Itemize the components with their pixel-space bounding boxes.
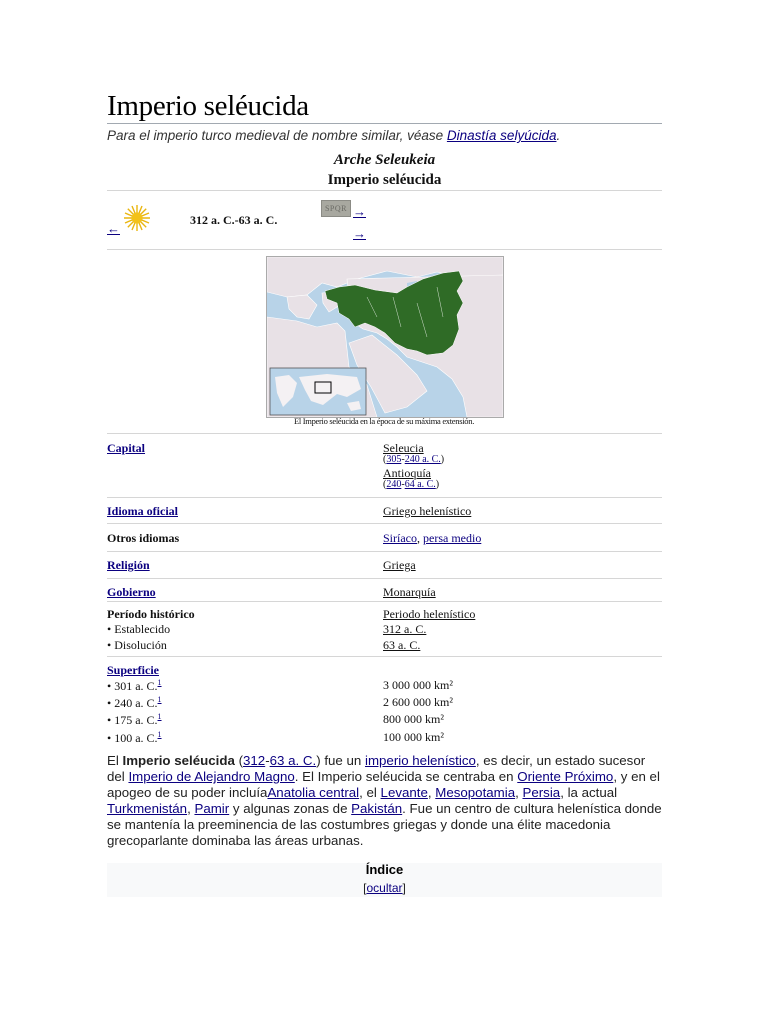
- successor-arrow-link-1[interactable]: →: [353, 204, 366, 219]
- spqr-emblem-image[interactable]: SPQR: [321, 200, 351, 217]
- year-305-link[interactable]: 305: [386, 454, 402, 465]
- monarchy-link[interactable]: Monarquía: [383, 585, 436, 599]
- text: ,: [427, 785, 436, 800]
- text: El: [107, 753, 123, 768]
- area-year-text: • 301 a. C.: [107, 679, 158, 693]
- footnote-link[interactable]: 1: [157, 678, 162, 687]
- toc-toggle: [107, 881, 662, 895]
- capital-seleucia-dates: (305-240 a. C.): [383, 454, 445, 465]
- area-value-240: 2 600 000 km²: [383, 695, 453, 709]
- toc-title: Índice: [365, 862, 404, 877]
- text: -: [265, 753, 270, 768]
- capital-seleucia-link[interactable]: Seleucia: [383, 441, 424, 455]
- year-63-link[interactable]: 63 a. C.: [269, 753, 317, 768]
- near-east-link[interactable]: Oriente Próximo: [517, 769, 614, 784]
- infobox-divider: [107, 249, 662, 250]
- year-240-link[interactable]: 240: [386, 479, 402, 490]
- greek-language-link[interactable]: Griego helenístico: [383, 504, 472, 518]
- area-year-175: [107, 712, 162, 728]
- hellenistic-empire-link[interactable]: imperio helenístico: [365, 753, 476, 768]
- capital-antioquia-dates: (240-64 a. C.): [383, 479, 440, 490]
- period-dates: 312 a. C.-63 a. C.: [190, 213, 278, 227]
- dissolution-label: • Disolución: [107, 638, 167, 652]
- successor-arrow-link-2[interactable]: →: [353, 226, 366, 241]
- text: , es decir, un estado sucesor del: [107, 753, 646, 784]
- bracket: [: [363, 881, 367, 895]
- official-language-label-link[interactable]: Idioma oficial: [107, 504, 178, 518]
- greek-religion-link[interactable]: Griega: [383, 558, 416, 572]
- infobox-conventional-name: Imperio seléucida: [327, 172, 442, 188]
- article-subject: Imperio seléucida: [122, 753, 235, 768]
- infobox-native-name: Arche Seleukeia: [333, 152, 436, 168]
- empire-map-image[interactable]: [266, 256, 504, 418]
- religion-label-link[interactable]: Religión: [107, 558, 150, 572]
- infobox-divider: [107, 523, 662, 524]
- capital-antioquia-link[interactable]: Antioquía: [383, 466, 431, 480]
- area-label-link[interactable]: Superficie: [107, 663, 159, 677]
- persia-link[interactable]: Persia: [522, 785, 561, 800]
- infobox-divider: [107, 656, 662, 657]
- alexander-empire-link[interactable]: Imperio de Alejandro Magno: [128, 769, 295, 784]
- map-caption: El Imperio seléucida en la época de su máxima extensión.: [293, 416, 475, 426]
- area-year-240: [107, 695, 162, 711]
- toc-hide-link[interactable]: ocultar: [366, 881, 403, 895]
- page-title: Imperio seléucida: [107, 90, 309, 122]
- infobox-divider: [107, 578, 662, 579]
- turkmenistan-link[interactable]: Turkmenistán: [107, 801, 188, 816]
- other-languages-value: Siríaco, persa medio: [383, 531, 482, 545]
- hatnote: [107, 128, 560, 143]
- area-year-text: • 175 a. C.: [107, 713, 158, 727]
- map-graphic: [267, 257, 503, 417]
- area-value-301: 3 000 000 km²: [383, 678, 453, 692]
- area-year-301: [107, 678, 162, 694]
- dissolution-year-link[interactable]: 63 a. C.: [383, 638, 421, 652]
- area-year-text: • 100 a. C.: [107, 731, 158, 745]
- middle-persian-link[interactable]: persa medio: [423, 531, 482, 545]
- text: (: [234, 753, 243, 768]
- text: y algunas zonas de: [229, 801, 352, 816]
- year-64-link[interactable]: 64 a. C.: [404, 479, 436, 490]
- area-year-100: [107, 730, 162, 746]
- hatnote-link[interactable]: Dinastía selyúcida: [446, 128, 557, 143]
- text: , y en el apogeo de su poder incluía: [107, 769, 660, 800]
- text: ,: [187, 801, 195, 816]
- levant-link[interactable]: Levante: [380, 785, 428, 800]
- area-value-100: 100 000 km²: [383, 730, 444, 744]
- text: , la actual: [560, 785, 618, 800]
- pakistan-link[interactable]: Pakistán: [351, 801, 403, 816]
- text: . Fue un centro de cultura helenística donde se mantenía la preeminencia de las costumbres griegas y donde una élite macedonia grecoparlante dominaba las áreas urbanas.: [107, 801, 662, 848]
- area-year-text: • 240 a. C.: [107, 696, 158, 710]
- hatnote-suffix: .: [556, 128, 561, 143]
- pamir-link[interactable]: Pamir: [194, 801, 230, 816]
- year-312-link[interactable]: 312: [243, 753, 266, 768]
- established-label: • Establecido: [107, 622, 171, 636]
- hatnote-text: Para el imperio turco medieval de nombre similar, véase: [107, 128, 447, 143]
- area-value-175: 800 000 km²: [383, 712, 444, 726]
- anatolia-link[interactable]: Anatolia central: [267, 785, 360, 800]
- mesopotamia-link[interactable]: Mesopotamia: [435, 785, 516, 800]
- infobox-divider: [107, 433, 662, 434]
- footnote-link[interactable]: 1: [157, 712, 162, 721]
- bracket: ]: [402, 881, 406, 895]
- capital-label-link[interactable]: Capital: [107, 441, 146, 455]
- year-240-link[interactable]: 240 a. C.: [404, 454, 441, 465]
- infobox-divider: [107, 601, 662, 602]
- predecessor-arrow-link[interactable]: ←: [107, 221, 120, 236]
- text: , el: [359, 785, 381, 800]
- intro-paragraph: [107, 753, 662, 849]
- infobox-divider: [107, 190, 662, 191]
- footnote-link[interactable]: 1: [157, 695, 162, 704]
- text: . El Imperio seléucida se centraba en: [294, 769, 518, 784]
- footnote-link[interactable]: 1: [157, 730, 162, 739]
- syriac-link[interactable]: Siríaco: [383, 531, 417, 545]
- text: ) fue un: [316, 753, 365, 768]
- other-languages-label: Otros idiomas: [107, 531, 180, 545]
- title-divider: [107, 123, 662, 124]
- government-label-link[interactable]: Gobierno: [107, 585, 156, 599]
- infobox-divider: [107, 551, 662, 552]
- established-year-link[interactable]: 312 a. C.: [383, 622, 427, 636]
- text: ,: [515, 785, 523, 800]
- hellenistic-period-link[interactable]: Periodo helenístico: [383, 607, 476, 621]
- sunburst-icon: [123, 204, 151, 232]
- historical-period-label: Período histórico: [107, 607, 195, 621]
- infobox-divider: [107, 497, 662, 498]
